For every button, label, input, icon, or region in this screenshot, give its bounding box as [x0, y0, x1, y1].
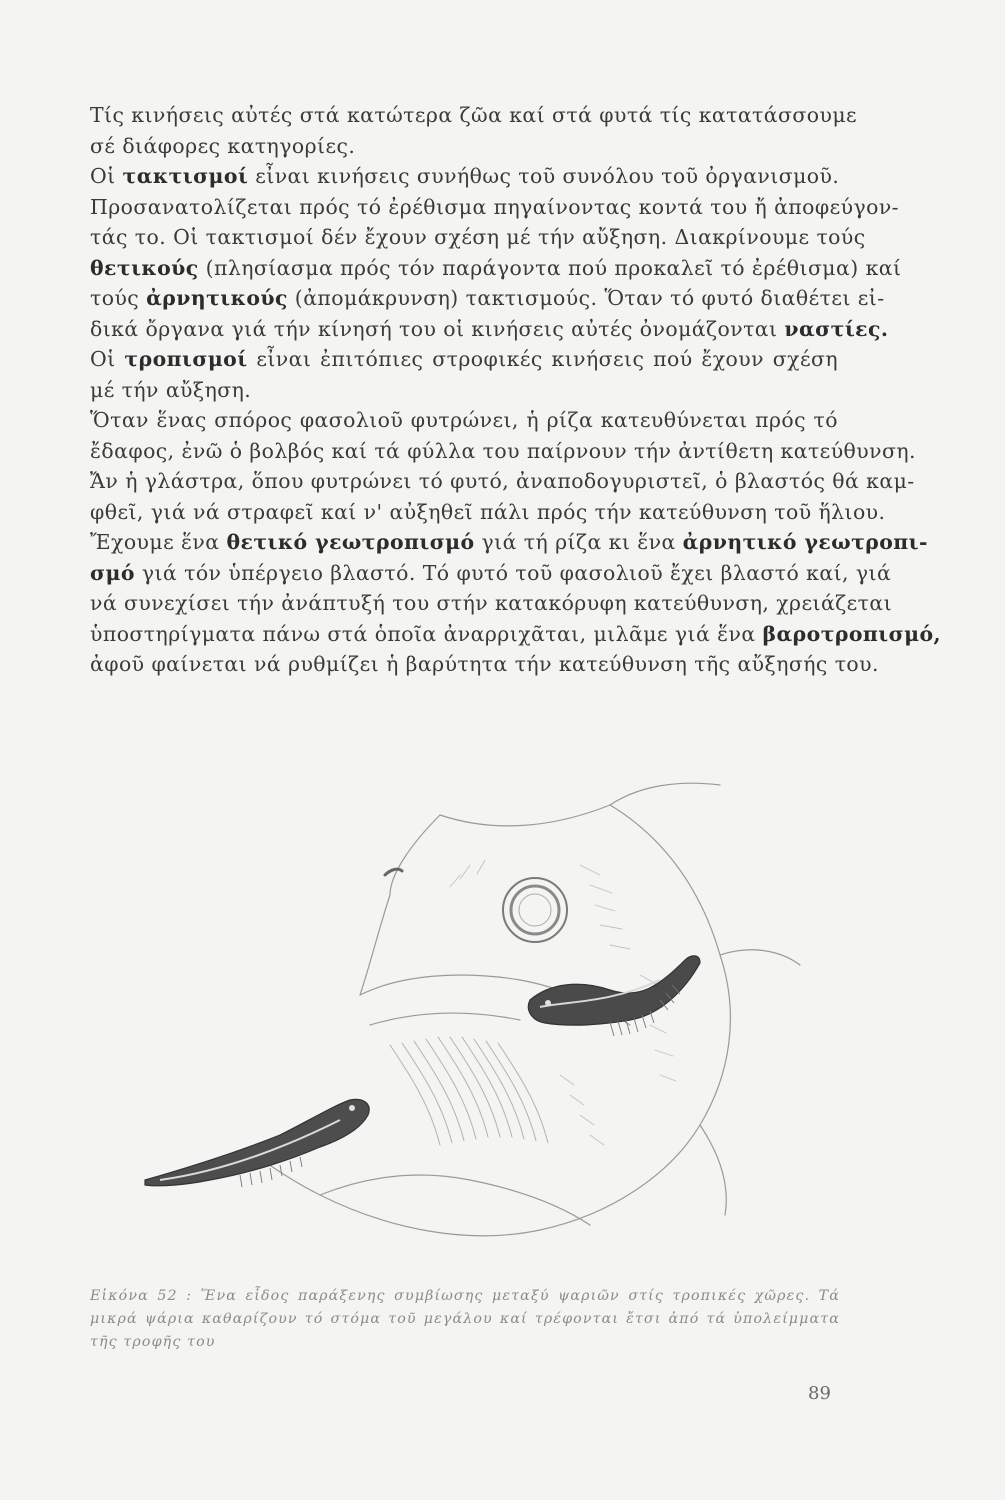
body-line [90, 649, 879, 680]
cleaner-fish-upper [528, 956, 700, 1036]
body-line [90, 497, 886, 528]
body-line [90, 161, 838, 192]
text-run: Ἔχουμε ἕνα [90, 530, 227, 554]
text-run: σέ διάφορες κατηγορίες. [90, 133, 356, 158]
body-line [90, 466, 915, 497]
body-line [90, 558, 892, 589]
bold-term: βαροτροπισμό, [762, 621, 942, 646]
bold-term: ἀρνητικούς [146, 286, 288, 310]
bold-term: σμό [90, 560, 135, 585]
text-run: (πλησίασμα πρός τόν παράγοντα πού προκαλεῖ τό ἐρέθισμα) καί [198, 255, 902, 280]
text-run: Τίς κινήσεις αὐτές στά κατώτερα ζῶα καί στά φυτά τίς κατατάσσουμε [90, 103, 858, 127]
text-run: Ὅταν ἕνας σπόρος φασολιοῦ φυτρώνει, ἡ ρίζα κατευθύνεται πρός τό [90, 408, 838, 432]
caption-line: Εἰκόνα 52 : Ἕνα εἶδος παράξενης συμβίωσης μεταξύ ψαριῶν στίς τροπικές χῶρες. Τά [90, 1288, 840, 1304]
body-line [90, 131, 838, 162]
text-run: μέ τήν αὔξηση. [90, 377, 252, 402]
page-number: 89 [808, 1383, 831, 1404]
text-run: (ἀπομάκρυνση) τακτισμούς. Ὅταν τό φυτό διαθέτει εἰ- [287, 286, 885, 310]
text-run: γιά τόν ὑπέργειο βλαστό. Τό φυτό τοῦ φασολιοῦ ἔχει βλαστό καί, γιά [134, 560, 892, 585]
body-text [90, 100, 942, 680]
text-run: τούς [90, 286, 147, 310]
text-run: δικά ὄργανα γιά τήν κίνησή του οἱ κινήσεις αὐτές ὀνομάζονται [90, 316, 785, 341]
text-run: εἶναι κινήσεις συνήθως τοῦ συνόλου τοῦ ὀργανισμοῦ. [248, 164, 840, 188]
text-run: τάς το. Οἱ τακτισμοί δέν ἔχουν σχέση μέ τήν αὔξηση. Διακρίνουμε τούς [90, 225, 866, 249]
body-line [90, 192, 900, 223]
body-line [90, 375, 838, 406]
bold-term: θετικούς [90, 255, 199, 280]
large-fish-outline [255, 805, 730, 1236]
text-run: ἀφοῦ φαίνεται νά ρυθμίζει ἡ βαρύτητα τήν κατεύθυνση τῆς αὔξησής του. [90, 652, 879, 676]
text-run: ὑποστηρίγματα πάνω στά ὁποῖα ἀναρριχᾶται, μιλᾶμε γιά ἕνα [90, 621, 763, 646]
body-line [90, 314, 889, 345]
body-line [90, 436, 916, 467]
body-line [90, 283, 885, 314]
large-fish-eye [503, 878, 567, 942]
bold-term: τακτισμοί [122, 164, 249, 188]
bold-term: ναστίες. [784, 316, 889, 341]
body-line [90, 253, 902, 284]
text-run: Ἄν ἡ γλάστρα, ὅπου φυτρώνει τό φυτό, ἀναποδογυριστεῖ, ὁ βλαστός θά καμ- [90, 469, 915, 493]
text-run: Οἱ [90, 347, 125, 371]
text-run: νά συνεχίσει τήν ἀνάπτυξή του στήν κατακόρυφη κατεύθυνση, χρειάζεται [90, 591, 893, 615]
caption-line: τῆς τροφῆς του [90, 1334, 216, 1350]
cleaner-fish-lower [145, 1099, 369, 1187]
body-line [90, 222, 866, 253]
text-run: Οἱ [90, 164, 123, 188]
body-line [90, 527, 928, 558]
body-line [90, 344, 838, 375]
text-run: Προσανατολίζεται πρός τό ἐρέθισμα πηγαίνοντας κοντά του ἤ ἀποφεύγον- [90, 194, 900, 219]
figure-caption [90, 1285, 840, 1354]
text-run: γιά τή ρίζα κι ἕνα [474, 530, 683, 554]
body-line [90, 588, 893, 619]
bold-term: θετικό γεωτροπισμό [226, 530, 475, 554]
figure-fish-illustration [140, 775, 860, 1275]
bold-term: ἀρνητικό γεωτροπι- [682, 530, 928, 554]
body-line [90, 405, 838, 436]
text-run: εἶναι ἐπιτόπιες στροφικές κινήσεις πού ἔχουν σχέση [247, 347, 838, 371]
caption-line: μικρά ψάρια καθαρίζουν τό στόμα τοῦ μεγάλου καί τρέφονται ἔτσι ἀπό τά ὑπολείμματα [90, 1311, 840, 1327]
text-run: φθεῖ, γιά νά στραφεῖ καί ν' αὐξηθεῖ πάλι πρός τήν κατεύθυνση τοῦ ἥλιου. [90, 499, 886, 524]
bold-term: τροπισμοί [124, 347, 248, 371]
body-line [90, 100, 858, 131]
text-run: ἔδαφος, ἐνῶ ὁ βολβός καί τά φύλλα του παίρνουν τήν ἀντίθετη κατεύθυνση. [90, 438, 916, 463]
body-line [90, 619, 942, 650]
